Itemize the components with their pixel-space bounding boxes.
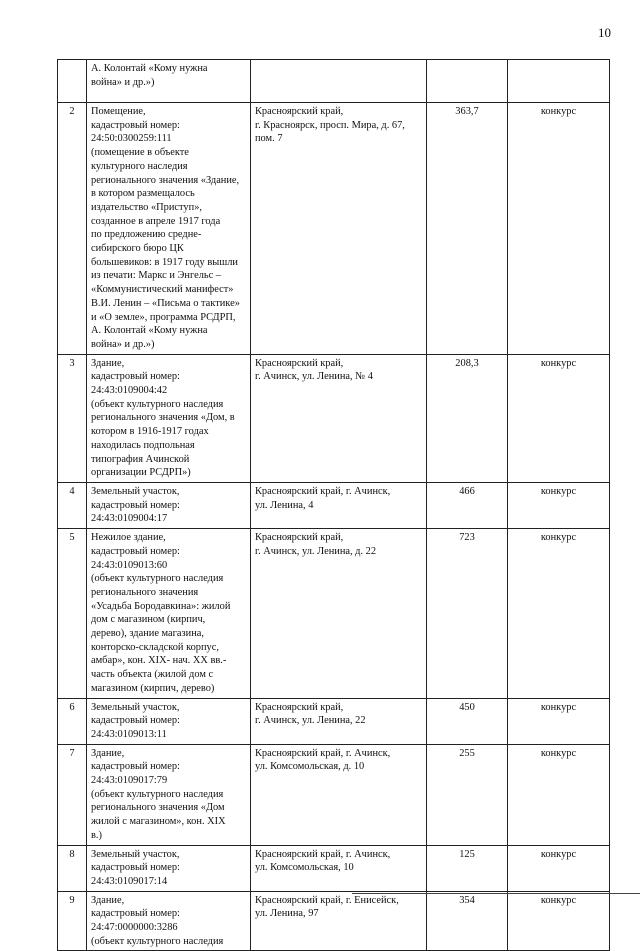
row-number: 3: [58, 354, 87, 482]
sale-method: конкурс: [508, 891, 610, 951]
page-edge-line: [352, 893, 640, 894]
object-area: 208,3: [427, 354, 508, 482]
object-description: Земельный участок, кадастровый номер: 24:43:0109004:17: [87, 482, 251, 528]
object-area: 723: [427, 529, 508, 698]
object-address: Красноярский край, г. Ачинск, ул. Ленина, 22: [251, 698, 427, 744]
sale-method: конкурс: [508, 845, 610, 891]
object-description: Здание, кадастровый номер: 24:47:0000000:3286 (объект культурного наследия: [87, 891, 251, 951]
object-description: Здание, кадастровый номер: 24:43:0109017:79 (объект культурного наследия регионального значения «Дом жилой с магазином», кон. XIX в.): [87, 744, 251, 845]
table-row: [58, 891, 610, 951]
object-address: Красноярский край, г. Ачинск, ул. Комсомольская, д. 10: [251, 744, 427, 845]
object-address: Красноярский край, г. Ачинск, ул. Ленина, д. 22: [251, 529, 427, 698]
object-area: 255: [427, 744, 508, 845]
object-description: Земельный участок, кадастровый номер: 24:43:0109017:14: [87, 845, 251, 891]
table-row: [58, 845, 610, 891]
table-row: [58, 103, 610, 355]
sale-method: [508, 60, 610, 103]
object-description: Здание, кадастровый номер: 24:43:0109004:42 (объект культурного наследия регионального значения «Дом, в котором в 1916-1917 годах находилась подпольная типография Ачинской организации РСДРП»): [87, 354, 251, 482]
sale-method: конкурс: [508, 744, 610, 845]
table-row: [58, 482, 610, 528]
sale-method: конкурс: [508, 698, 610, 744]
row-number: 5: [58, 529, 87, 698]
object-address: Красноярский край, г. Красноярск, просп. Мира, д. 67, пом. 7: [251, 103, 427, 355]
object-description: Помещение, кадастровый номер: 24:50:0300259:111 (помещение в объекте культурного наследия регионального значения «Здание, в котором размещалось издательство «Приступ», созданное в апреле 1917 года по предложению средне- сибирского бюро ЦК большевиков: в 1917 году вышли из печати: Маркс и Энгельс – «Коммунистический манифест» В.И. Ленин – «Письма о тактике» и «О земле», программа РСДРП, А. Колонтай «Кому нужна война» и др.»): [87, 103, 251, 355]
object-address: [251, 60, 427, 103]
object-area: [427, 60, 508, 103]
object-area: 354: [427, 891, 508, 951]
row-number: 9: [58, 891, 87, 951]
object-description: Нежилое здание, кадастровый номер: 24:43:0109013:60 (объект культурного наследия регионального значения «Усадьба Бородавкина»: жилой дом с магазином (кирпич, дерево), здание магазина, конторско-складской корпус, амбар», кон. XIX- нач. XX вв.- часть объекта (жилой дом с магазином (кирпич, дерево): [87, 529, 251, 698]
table-row: [58, 354, 610, 482]
page-number: 10: [598, 25, 611, 40]
sale-method: конкурс: [508, 482, 610, 528]
row-number: 6: [58, 698, 87, 744]
table-row: [58, 698, 610, 744]
sale-method: конкурс: [508, 103, 610, 355]
object-address: Красноярский край, г. Енисейск, ул. Ленина, 97: [251, 891, 427, 951]
table-row: [58, 744, 610, 845]
row-number: 7: [58, 744, 87, 845]
table-row: [58, 60, 610, 103]
row-number: 2: [58, 103, 87, 355]
object-area: 450: [427, 698, 508, 744]
sale-method: конкурс: [508, 354, 610, 482]
row-number: 4: [58, 482, 87, 528]
object-description: А. Колонтай «Кому нужна война» и др.»): [87, 60, 251, 103]
object-address: Красноярский край, г. Ачинск, ул. Ленина, № 4: [251, 354, 427, 482]
object-address: Красноярский край, г. Ачинск, ул. Комсомольская, 10: [251, 845, 427, 891]
object-area: 125: [427, 845, 508, 891]
object-area: 363,7: [427, 103, 508, 355]
object-address: Красноярский край, г. Ачинск, ул. Ленина, 4: [251, 482, 427, 528]
row-number: 8: [58, 845, 87, 891]
object-description: Земельный участок, кадастровый номер: 24:43:0109013:11: [87, 698, 251, 744]
property-table: [57, 59, 610, 951]
object-area: 466: [427, 482, 508, 528]
row-number: [58, 60, 87, 103]
table-row: [58, 529, 610, 698]
sale-method: конкурс: [508, 529, 610, 698]
